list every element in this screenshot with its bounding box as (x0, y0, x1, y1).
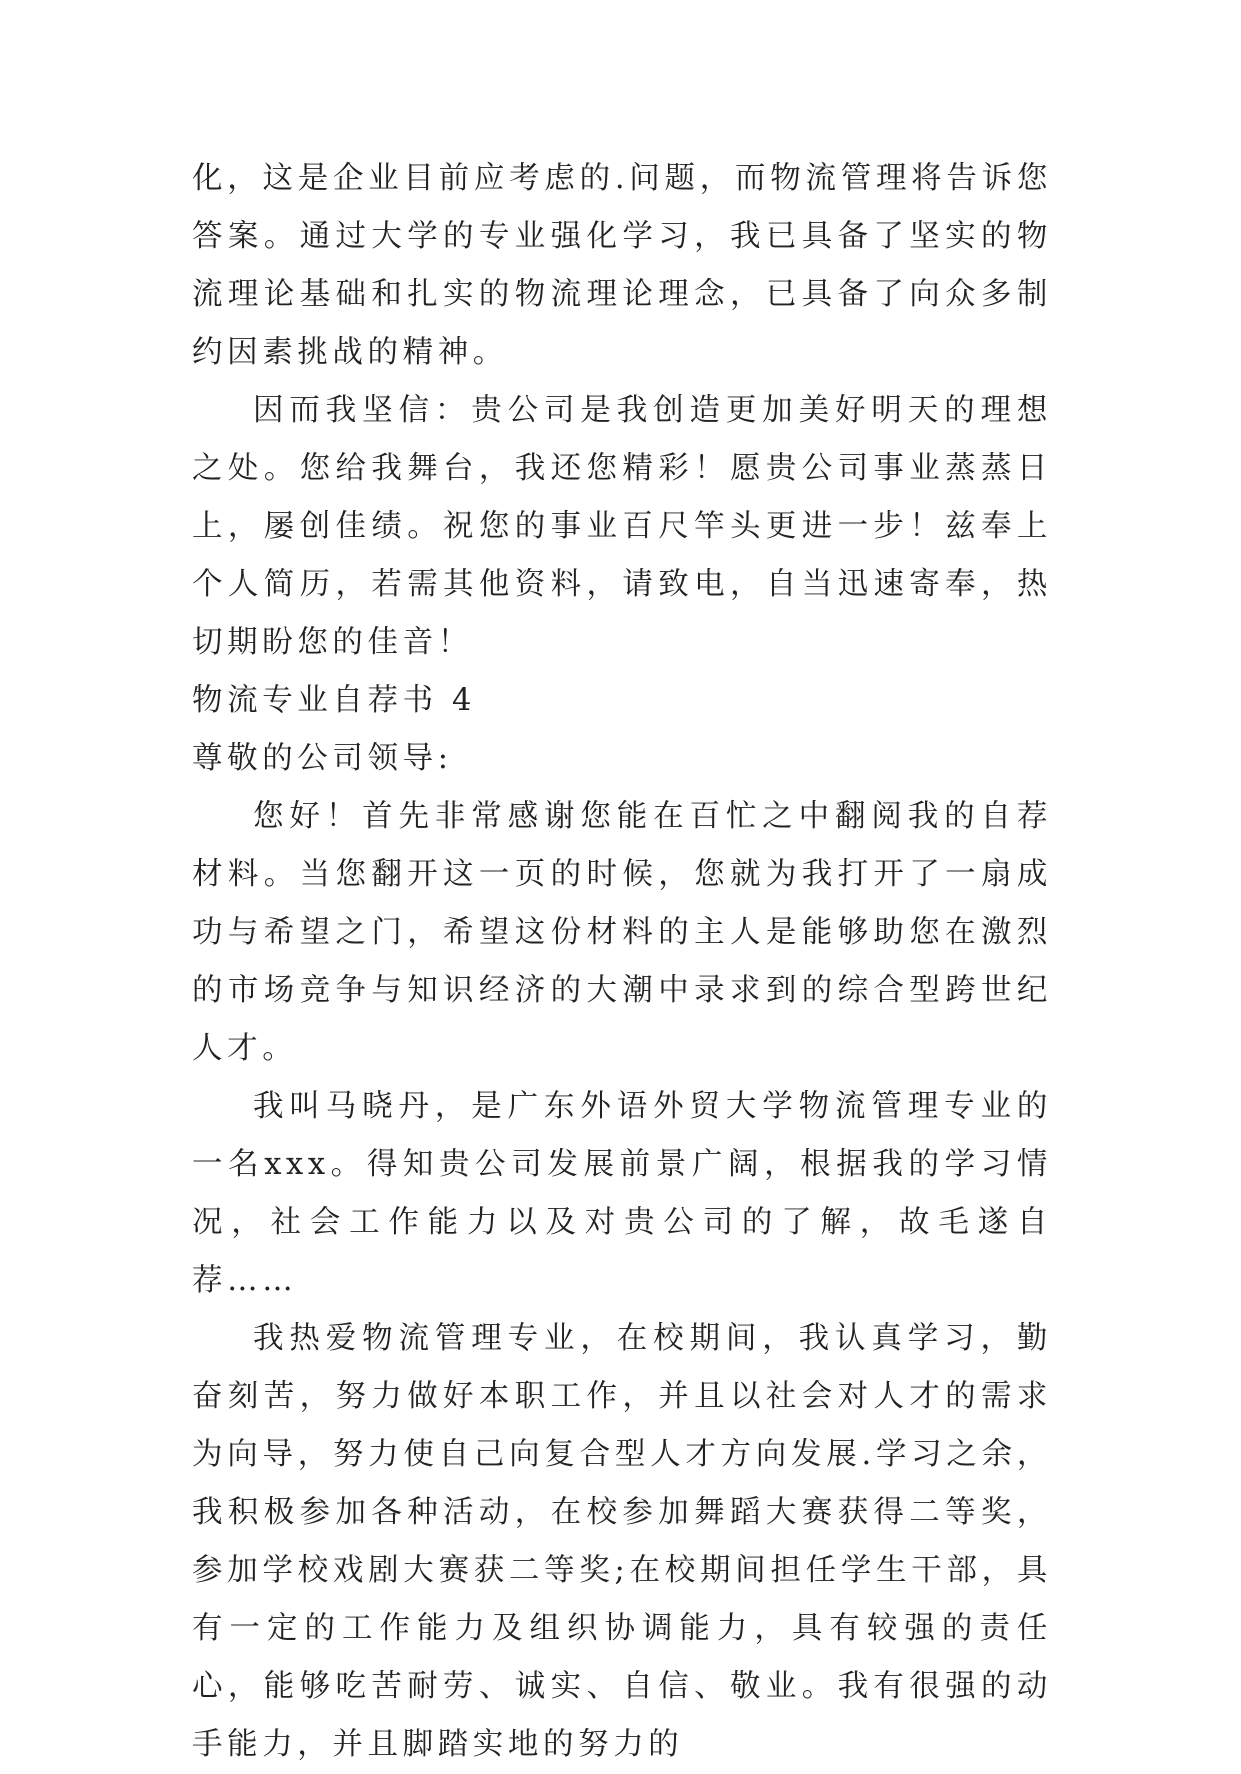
salutation: 尊敬的公司领导: (192, 741, 453, 776)
paragraph-experience: 我热爱物流管理专业，在校期间，我认真学习，勤奋刻苦，努力做好本职工作，并且以社会对人才的需求为向导，努力使自己向复合型人才方向发展.学习之余，我积极参加各种活动，在校参加舞蹈大赛获得二等奖，参加学校戏剧大赛获二等奖;在校期间担任学生干部，具有一定的工作能力及组织协调能力，具有较强的责任心，能够吃苦耐劳、诚实、自信、敬业。我有很强的动手能力，并且脚踏实地的努力的 (192, 1321, 1052, 1762)
paragraph-continuation: 化，这是企业目前应考虑的.问题，而物流管理将告诉您答案。通过大学的专业强化学习，我已具备了坚实的物流理论基础和扎实的物流理论理念，已具备了向众多制约因素挑战的精神。 (192, 161, 1052, 370)
paragraph-greeting: 您好！首先非常感谢您能在百忙之中翻阅我的自荐材料。当您翻开这一页的时候，您就为我打开了一扇成功与希望之门，希望这份材料的主人是能够助您在激烈的市场竞争与知识经济的大潮中录求到的综合型跨世纪人才。 (192, 799, 1052, 1066)
paragraph-conclusion: 因而我坚信：贵公司是我创造更加美好明天的理想之处。您给我舞台，我还您精彩！愿贵公司事业蒸蒸日上，屡创佳绩。祝您的事业百尺竿头更进一步！兹奉上个人简历，若需其他资料，请致电，自当迅速寄奉，热切期盼您的佳音！ (192, 393, 1052, 660)
document-body (192, 150, 1052, 1774)
section-heading: 物流专业自荐书 4 (192, 683, 476, 718)
paragraph-introduction: 我叫马晓丹，是广东外语外贸大学物流管理专业的一名xxx。得知贵公司发展前景广阔，根据我的学习情况，社会工作能力以及对贵公司的了解，故毛遂自荐…… (192, 1089, 1052, 1298)
